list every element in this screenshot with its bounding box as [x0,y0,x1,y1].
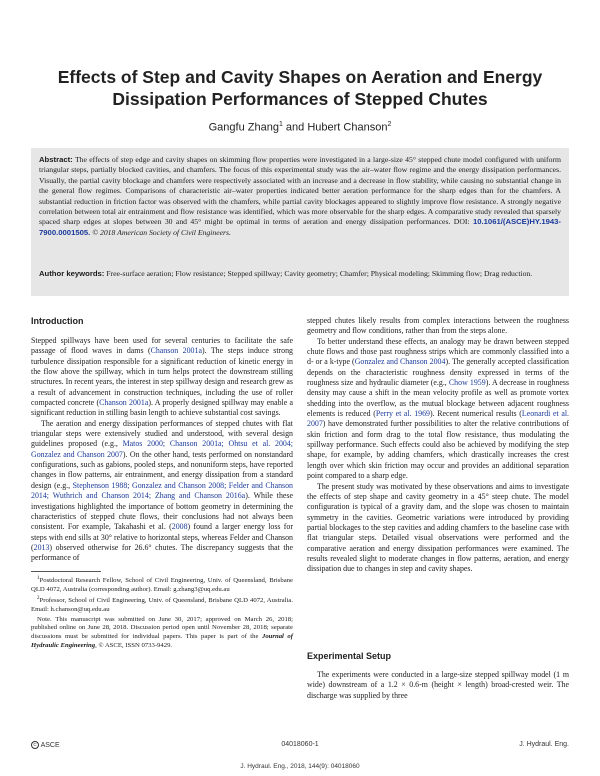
ref-link[interactable]: Chanson 2001a [99,398,149,408]
footer-publisher: ASCE [40,741,60,749]
title-line-1: Effects of Step and Cavity Shapes on Aeration and Energy [57,67,543,87]
footnotes [31,575,293,651]
right-paragraph-3: The present study was motivated by these observations and aims to investigate the effects of step shape and cavity geometry in a 45° steep chute. The model configuration is typical of a gravity dam, and the slope was chosen to maintain symmetry in the cavities. Geometric variations were introduced by providing partial blockages to the step cavities and adding chamfers to the baseline case with flat triangular steps. Detailed visual observations were performed and the comparative aeration and energy dissipation performances were examined. The results revealed slight to moderate changes in flow patterns, aeration, and energy dissipation due to changes in step and cavity shapes. [307,481,569,574]
intro-paragraph-1: Stepped spillways have been used for several centuries to facilitate the safe passage of flood waves in dams (Chanson 2001a). The steps induce strong turbulence dissipation responsible for a significant reduction of kinetic energy in the flow above the spillway, which in turn helps protect the downstream stilling structures. In recent years, the interest in step spillway design and research grew as a result of advancement in construction techniques, including the use of roller compacted concrete (Chanson 2001a). A properly designed spillway may enable a significant reduction in stilling basin length to achieve substantial cost savings. [31,336,294,418]
ref-link[interactable]: Leonardi et al. 2007 [307,409,570,429]
author-2: Hubert Chanson [307,121,388,134]
author-sep: and [282,121,308,134]
ref-link[interactable]: Stephenson 1988; Gonzalez and Chanson 2008; Felder and Chanson 2014; Wuthrich and Chanson 2014; Zhang and Chanson 2016a [31,480,293,501]
intro-paragraph-2: The aeration and energy dissipation performances of stepped chutes with flat triangular steps were extensively studied and understood, with several design guidelines proposed (e.g., Matos 2000; Chanson 2001a; Ohtsu et al. 2004; Gonzalez and Chanson 2007). On the other hand, tests performed on nonstandard configurations, such as gabions, pooled steps, and nonuniform steps, have reported changes in flow patterns, air entrainment, and energy dissipation from a standard design (e.g., Stephenson 1988; Gonzalez and Chanson 2008; Felder and Chanson 2014; Wuthrich and Chanson 2014; Zhang and Chanson 2016a). While these investigations highlighted the importance of bottom geometry in determining the characteristics of stepped chute flows, their conclusions had not always been consistent. For example, Takahashi et al. (2008) found a larger energy loss for steps with end sills at 30° relative to horizontal steps, whereas Felder and Chanson (2013) observed otherwise for 26.6° chutes. The discrepancy suggests that the performance of [31,418,293,563]
author-1: Gangfu Zhang [208,121,279,134]
right-paragraph-2: To better understand these effects, an analogy may be drawn between stepped chute flows and those past roughness strips which are commonly classified into a d- or a k-type (Gonzalez and Chanson 2004). The generally accepted classification depends on the characteristic roughness density expressed in terms of the roughness size and hydraulic diameter (e.g., Chow 1959). A decrease in roughness density may cause a shift in the mean velocity profile as well as promote vortex shedding into the overflow, as the mutual blockage between adjacent roughness elements is reduced (Perry et al. 1969). Recent numerical results (Leonardi et al. 2007) have demonstrated further possibilities to alter the relative contributions of skin friction and form drag to the total flow resistance, thus modulating the spillway performance. Such effects could also be achieved by modifying the step shape, for example, by adding chamfers, which drastically increases the crest length over which skin friction may occur and provides an additional separation point compared to a sharp edge. [307,336,570,481]
abstract-copyright: © 2018 American Society of Civil Engineers. [90,227,231,237]
author-2-sup: 2 [387,121,392,128]
doi-link[interactable]: 10.1061/(ASCE)HY.1943-7900.0001505. [39,217,561,237]
experimental-setup-heading: Experimental Setup [307,651,392,661]
ref-link[interactable]: Chow 1959 [448,378,486,388]
abstract [39,155,561,238]
copyright-icon: C [31,741,39,749]
keywords-label: Author keywords: [39,269,105,278]
keywords [39,269,561,279]
ref-link[interactable]: Chanson 2001a [150,346,202,356]
keywords-text: Free-surface aeration; Flow resistance; Stepped spillway; Cavity geometry; Chamfer; Physical modeling; Skimming flow; Drag reduction. [104,269,533,278]
ref-link[interactable]: 2008 [171,522,188,532]
right-paragraph-4: The experiments were conducted in a large-size stepped spillway model (1 m wide) downstream of a 1.2 × 0.6-m (height × length) broad-crested weir. The discharge was supplied by three [307,670,569,700]
authors [40,121,560,134]
paper-title [40,66,560,110]
left-column [31,336,293,564]
ref-link[interactable]: 2013 [33,542,50,552]
right-column-lower [307,670,569,701]
footer-journal: J. Hydraul. Eng. [519,741,569,748]
footnote-1: $^1$Postdoctoral Research Fellow, School of Civil Engineering, Univ. of Queensland, Brisbane QLD 4072, Australia (corresponding author). Email: g.zhang3@uq.edu.au [31,576,293,593]
author-1-sup: 1 [278,121,283,128]
intro-heading: Introduction [31,316,84,326]
journal-name[interactable]: Journal of Hydraulic Engineering [31,633,293,649]
abstract-label: Abstract: [39,155,73,164]
right-column [307,316,569,575]
ref-link[interactable]: Matos 2000; Chanson 2001a; Ohtsu et al. 2004; Gonzalez and Chanson 2007 [31,439,293,459]
ref-link[interactable]: Gonzalez and Chanson 2004 [354,357,446,367]
footnote-2: $^2$Professor, School of Civil Engineering, Univ. of Queensland, Brisbane QLD 4072, Australia. Email: h.chanson@uq.edu.au [31,596,293,614]
footer-citation: J. Hydraul. Eng., 2018, 144(9): 04018060 [240,763,360,770]
abstract-text: The effects of step edge and cavity shapes on skimming flow properties were investigated in a large-size 45° stepped chute model configured with uniform triangular steps, partially blocked cavities, and chamfers. The focus of this experimental study was the air–water flow regime and the energy dissipation performances. Visually, the partial cavity blockage and chamfers were respectively associated with an increase and a decrease in flow stability, while causing no substantial change in the general flow regimes. Comparisons of characteristic air–water properties indicated better aeration performance for the sharp edges than for the chamfers. A substantial reduction in friction factor was observed with the chamfers, while partial cavity blockages appeared to slightly improve flow resistance. A strongly negative correlation between total air entrainment and flow resistance was identified, which was more observable for the sharp edges. A comparative study revealed that sparsely spaced sharp edges at slopes between 30 and 45° might be optimal in terms of aeration and energy dissipation performances. DOI: [39,155,561,227]
footnote-rule [31,571,101,572]
right-paragraph-1: stepped chutes likely results from complex interactions between the roughness geometry and flow conditions, rather than from the steps alone. [307,316,569,336]
footer-page-id: 04018060-1 [281,741,319,748]
ref-link[interactable]: Perry et al. 1969 [375,409,431,419]
title-line-2: Dissipation Performances of Stepped Chutes [112,89,488,109]
footnote-note: Note. This manuscript was submitted on June 30, 2017; approved on March 26, 2018; published online on June 28, 2018. Discussion period open until November 28, 2018; separate discussions must be submitted for individual papers. This paper is part of the Journal of Hydraulic Engineering, © ASCE, ISSN 0733-9429. [31,615,293,649]
